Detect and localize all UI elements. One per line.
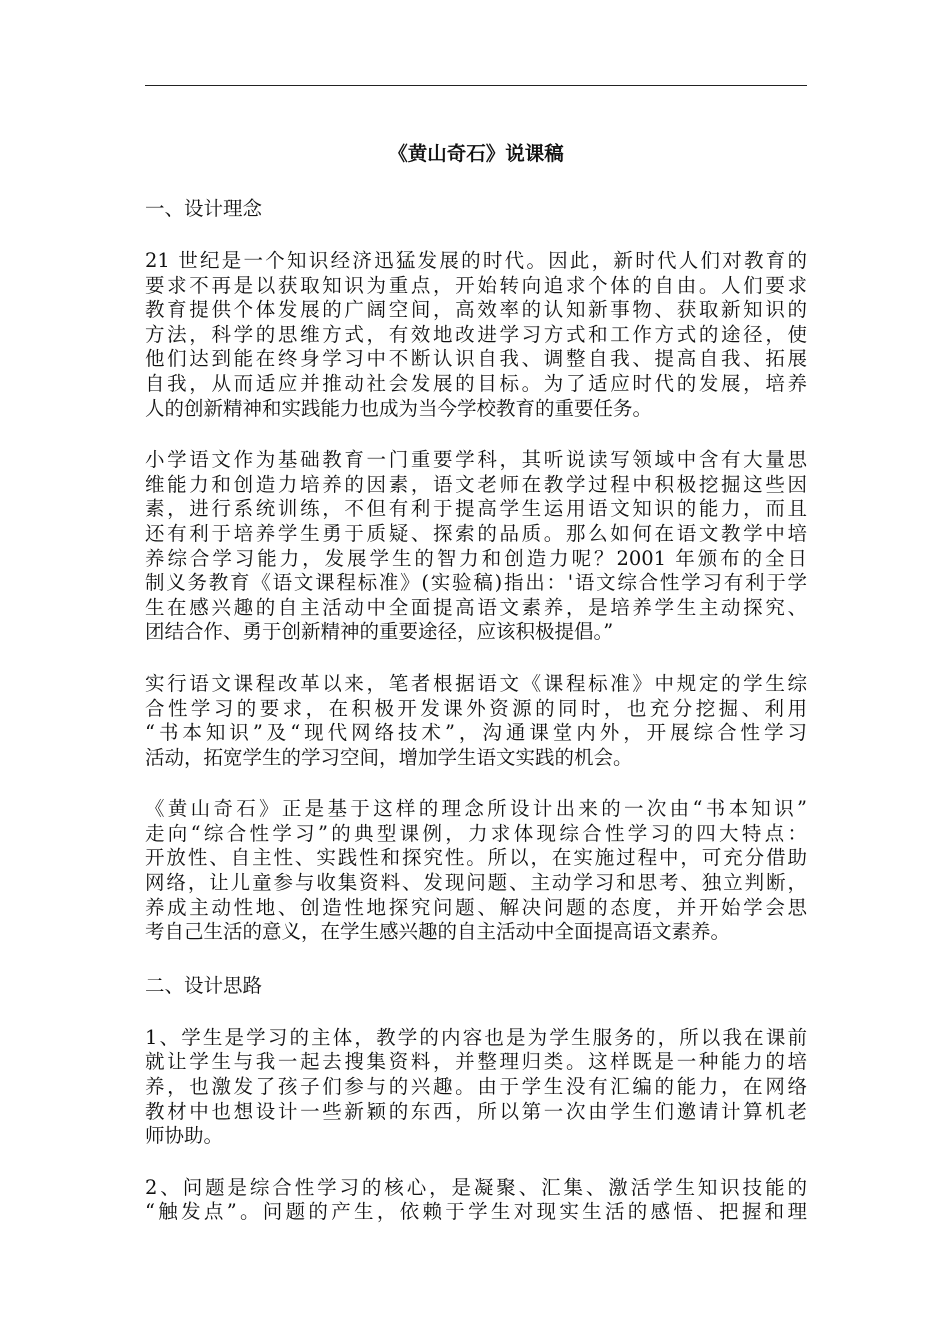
text-line: 小学语文作为基础教育一门重要学科，其听说读写领域中含有大量思 xyxy=(145,448,807,472)
text-line: 《黄山奇石》正是基于这样的理念所设计出来的一次由“书本知识” xyxy=(145,797,807,821)
document-body xyxy=(145,140,807,1252)
text-line: 生在感兴趣的自主活动中全面提高语文素养，是培养学生主动探究、 xyxy=(145,595,807,619)
text-line: 素，进行系统训练，不但有利于提高学生运用语文知识的能力，而且 xyxy=(145,497,807,521)
section-heading: 一、设计理念 xyxy=(145,197,263,220)
text-line: 1、学生是学习的主体，教学的内容也是为学生服务的，所以我在课前 xyxy=(145,1025,807,1049)
text-line: 自我，从而适应并推动社会发展的目标。为了适应时代的发展，培养 xyxy=(145,371,807,395)
text-line: 教材中也想设计一些新颖的东西，所以第一次由学生们邀请计算机老 xyxy=(145,1099,807,1123)
header-rule xyxy=(145,85,807,86)
text-line: “书本知识”及“现代网络技术”，沟通课堂内外，开展综合性学习 xyxy=(145,721,807,745)
text-line: 维能力和创造力培养的因素，语文老师在教学过程中积极挖掘这些因 xyxy=(145,472,807,496)
paragraph xyxy=(145,797,807,945)
paragraph xyxy=(145,1176,807,1225)
text-line: 网络，让儿童参与收集资料、发现问题、主动学习和思考、独立判断， xyxy=(145,871,807,895)
text-line: 活动，拓宽学生的学习空间，增加学生语文实践的机会。 xyxy=(145,745,633,769)
paragraph xyxy=(145,1026,807,1149)
text-line: 教育提供个体发展的广阔空间，高效率的认知新事物、获取新知识的 xyxy=(145,298,807,322)
text-line: 考自己生活的意义，在学生感兴趣的自主活动中全面提高语文素养。 xyxy=(145,920,731,944)
text-line: 养综合学习能力，发展学生的智力和创造力呢？2001 年颁布的全日 xyxy=(145,546,807,570)
text-line: 21 世纪是一个知识经济迅猛发展的时代。因此，新时代人们对教育的 xyxy=(145,249,807,272)
text-line: 实行语文课程改革以来，笔者根据语文《课程标准》中规定的学生综 xyxy=(145,671,807,695)
section-design-concept xyxy=(145,195,807,945)
text-line: 团结合作、勇于创新精神的重要途径，应该积极提倡。” xyxy=(145,620,614,644)
text-line: 2、问题是综合性学习的核心，是凝聚、汇集、激活学生知识技能的 xyxy=(145,1175,807,1199)
text-line: 开放性、自主性、实践性和探究性。所以，在实施过程中，可充分借助 xyxy=(145,846,807,870)
text-line: 合性学习的要求，在积极开发课外资源的同时，也充分挖掘、利用 xyxy=(145,696,807,720)
text-line: 要求不再是以获取知识为重点，开始转向追求个体的自由。人们要求 xyxy=(145,273,807,297)
text-line: 师协助。 xyxy=(145,1124,224,1148)
document-title: 《黄山奇石》说课稿 xyxy=(388,142,564,165)
text-line: 人的创新精神和实践能力也成为当今学校教育的重要任务。 xyxy=(145,396,653,420)
text-line: 还有利于培养学生勇于质疑、探索的品质。那么如何在语文教学中培 xyxy=(145,521,807,545)
text-line: 就让学生与我一起去搜集资料，并整理归类。这样既是一种能力的培 xyxy=(145,1050,807,1074)
section-design-approach xyxy=(145,972,807,1225)
text-line: 方法，科学的思维方式，有效地改进学习方式和工作方式的途径，使 xyxy=(145,322,807,346)
text-line: “触发点”。问题的产生，依赖于学生对现实生活的感悟、把握和理 xyxy=(145,1200,807,1224)
text-line: 制义务教育《语文课程标准》(实验稿)指出：'语文综合性学习有利于学 xyxy=(145,571,807,595)
text-line: 养成主动性地、创造性地探究问题、解决问题的态度，并开始学会思 xyxy=(145,895,807,919)
paragraph xyxy=(145,249,807,421)
text-line: 他们达到能在终身学习中不断认识自我、调整自我、提高自我、拓展 xyxy=(145,347,807,371)
text-line: 养，也激发了孩子们参与的兴趣。由于学生没有汇编的能力，在网络 xyxy=(145,1075,807,1099)
text-line: 走向“综合性学习”的典型课例，力求体现综合性学习的四大特点： xyxy=(145,821,807,845)
paragraph xyxy=(145,448,807,645)
section-heading: 二、设计思路 xyxy=(145,973,263,997)
paragraph xyxy=(145,672,807,770)
